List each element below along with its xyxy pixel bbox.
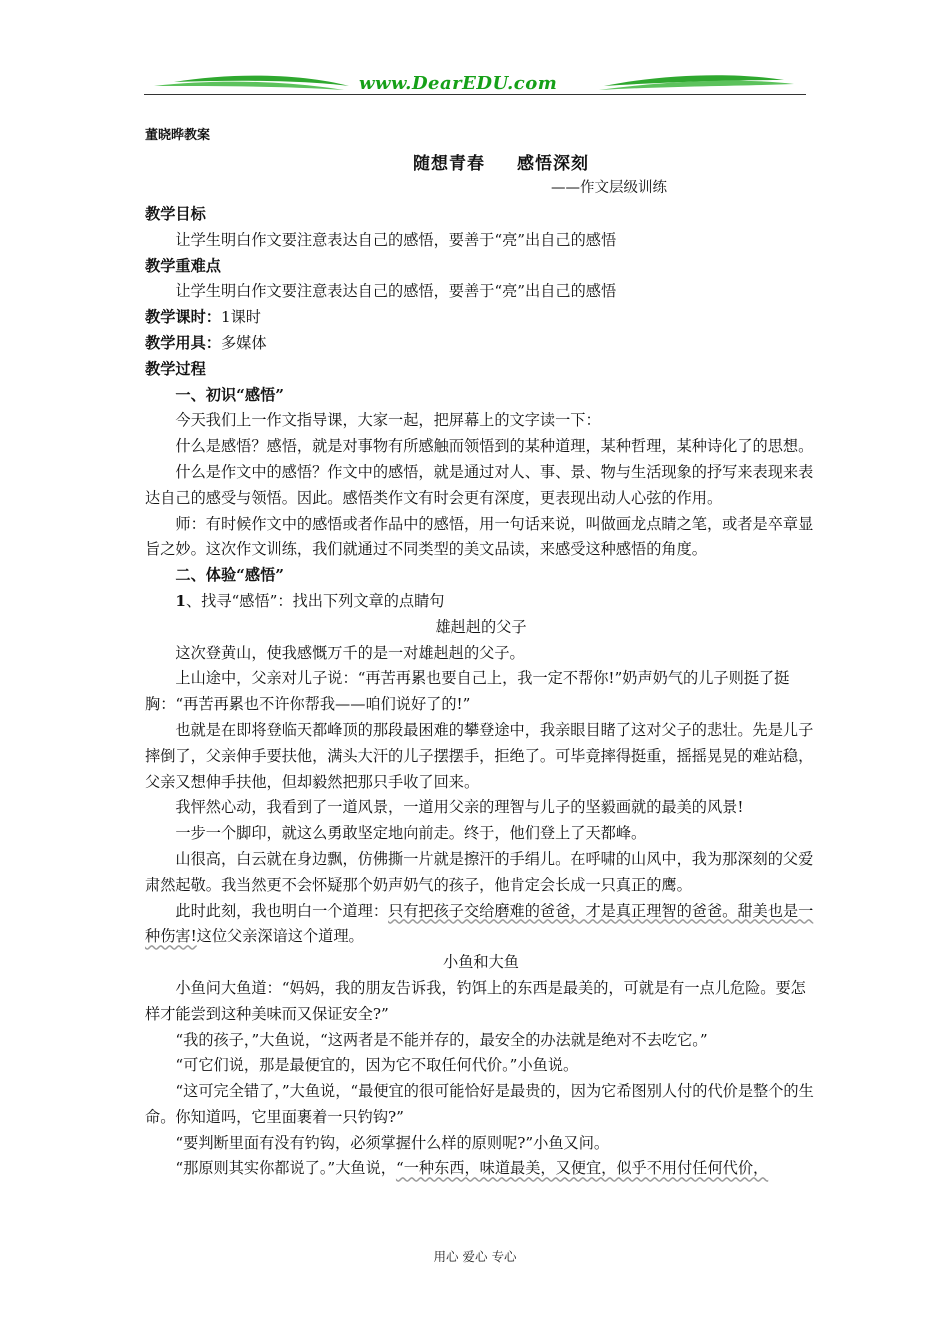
story2-title: 小鱼和大鱼 [443, 953, 519, 972]
story-text: 此时此刻，我也明白一个道理： [175, 901, 389, 920]
key-heading: 教学重难点 [145, 256, 221, 275]
hours-line [145, 305, 817, 331]
page-footer: 用心 爱心 专心 [433, 1249, 517, 1264]
tools-label: 教学用具： [145, 333, 221, 352]
part2-subheading [145, 589, 817, 615]
part1-paragraph: 什么是作文中的感悟？作文中的感悟，就是通过对人、事、景、物与生活现象的抒写来表现来表达自己的感受与领悟。因此。感悟类作文有时会更有深度，更表现出动人心弦的作用。 [145, 462, 814, 507]
story-text: 这位父亲深谙这个道理。 [196, 927, 364, 946]
story-paragraph: 小鱼问大鱼道：“妈妈，我的朋友告诉我，钓饵上的东西是最美的，可就是有一点儿危险。要怎样才能尝到这种美味而又保证安全?” [145, 978, 806, 1023]
part1-paragraph: 今天我们上一作文指导课，大家一起，把屏幕上的文字读一下： [175, 411, 601, 430]
story-paragraph: “我的孩子，”大鱼说，“这两者是不能并存的，最安全的办法就是绝对不去吃它。” [175, 1030, 708, 1049]
story-paragraph: 我怦然心动，我看到了一道风景，一道用父亲的理智与儿子的坚毅画就的最美的风景! [175, 798, 744, 817]
story-paragraph: 上山途中，父亲对儿子说：“再苦再累也要自己上，我一定不帮你!”奶声奶气的儿子则挺了挺胸：“再苦再累也不许你帮我——咱们说好了的!” [145, 669, 790, 714]
document-body [145, 124, 817, 1182]
part1-paragraph: 什么是感悟？感悟，就是对事物有所感触而领悟到的某种道理，某种哲理，某种诗化了的思想。 [175, 437, 814, 456]
site-url[interactable]: www.DearEDU.com [359, 73, 558, 94]
subheading-number: 1 [175, 591, 186, 610]
story-paragraph: 山很高，白云就在身边飘，仿佛撕一片就是擦汗的手绢儿。在呼啸的山风中，我为那深刻的父爱肃然起敬。我当然更不会怀疑那个奶声奶气的孩子，他肯定会长成一只真正的鹰。 [145, 849, 814, 894]
story-paragraph: “这可完全错了，”大鱼说，“最便宜的很可能恰好是最贵的，因为它希图别人付的代价是整个的生命。你知道吗，它里面裹着一只钓钩?” [145, 1082, 814, 1126]
process-heading: 教学过程 [145, 359, 206, 378]
part1-heading: 一、初识“感悟” [175, 385, 284, 404]
title-part-2: 感悟深刻 [517, 154, 589, 174]
hours-label: 教学课时： [145, 308, 221, 327]
document-title [145, 152, 817, 176]
document-subtitle: ——作文层级训练 [551, 180, 667, 196]
tools-value: 多媒体 [220, 333, 267, 352]
goal-text: 让学生明白作文要注意表达自己的感悟，要善于“亮”出自己的感悟 [175, 230, 617, 249]
subheading-text: 、找寻“感悟”：找出下列文章的点睛句 [185, 591, 445, 610]
tools-line [145, 331, 817, 357]
story-paragraph [145, 899, 817, 951]
part2-heading: 二、体验“感悟” [175, 566, 284, 585]
story-paragraph: 这次登黄山，使我感慨万千的是一对雄赳赳的父子。 [175, 643, 525, 662]
story-paragraph: “要判断里面有没有钓钩，必须掌握什么样的原则呢?”小鱼又问。 [175, 1133, 610, 1152]
key-text: 让学生明白作文要注意表达自己的感悟，要善于“亮”出自己的感悟 [175, 282, 617, 301]
site-header [144, 64, 806, 104]
part1-paragraph: 师：有时候作文中的感悟或者作品中的感悟，用一句话来说，叫做画龙点睛之笔，或者是卒章显旨之妙。这次作文训练，我们就通过不同类型的美文品读，来感受这种感悟的角度。 [145, 514, 814, 559]
header-divider [144, 94, 806, 95]
story-paragraph [145, 1156, 817, 1182]
hours-value: 1课时 [220, 308, 261, 327]
author-label: 董晓晔教案 [145, 128, 211, 143]
story-text: “那原则其实你都说了。”大鱼说， [175, 1159, 396, 1178]
highlighted-sentence: 只有把孩子交给磨难的爸爸，才是真正理智的爸爸。甜美也是一种伤害! [145, 901, 814, 946]
title-part-1: 随想青春 [413, 154, 485, 174]
story-paragraph: 也就是在即将登临天都峰顶的那段最困难的攀登途中，我亲眼目睹了这对父子的悲壮。先是儿子摔倒了，父亲伸手要扶他，满头大汗的儿子摆摆手，拒绝了。可毕竟摔得挺重，摇摇晃晃的难站稳，父亲又想伸手扶他，但却毅然把那只手收了回来。 [145, 720, 814, 791]
story-paragraph: 一步一个脚印，就这么勇敢坚定地向前走。终于，他们登上了天都峰。 [175, 824, 647, 843]
highlighted-sentence: “一种东西，味道最美，又便宜，似乎不用付任何代价， [395, 1159, 769, 1178]
goal-heading: 教学目标 [145, 205, 206, 223]
story1-title: 雄赳赳的父子 [435, 617, 527, 636]
story-paragraph: “可它们说，那是最便宜的，因为它不取任何代价。”小鱼说。 [175, 1056, 579, 1075]
